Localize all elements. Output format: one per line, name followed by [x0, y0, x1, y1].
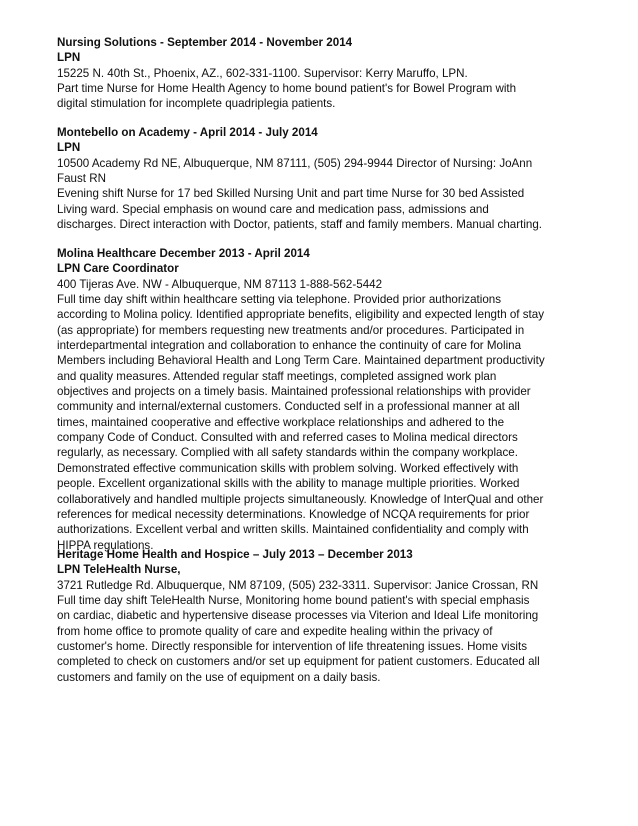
- job-detail-line: from home office to promote quality of care and expedite healing within the privacy of: [57, 624, 493, 638]
- job-detail-line: community and internal/external customers. Conducted self in a professional manner at all: [57, 400, 520, 414]
- job-detail-line: objectives and projects on a timely basis. Maintained professional relationships with provider: [57, 385, 531, 399]
- job-detail-line: company Code of Conduct. Consulted with and referred cases to Molina medical directors: [57, 431, 518, 445]
- job-title: Heritage Home Health and Hospice – July 2013 – December 2013: [57, 548, 413, 561]
- job-detail-line: Part time Nurse for Home Health Agency to home bound patient's for Bowel Program with: [57, 82, 517, 96]
- job-detail-line: Members including Behavioral Health and Long Term Care. Maintained department productivity: [57, 354, 545, 368]
- job-entry-molina-healthcare: [57, 246, 612, 553]
- job-detail-line: times, maintained cooperative and effective workplace relationships and adhered to the: [57, 415, 505, 429]
- job-detail-line: references for medical necessity determinations. Knowledge of NCQA requirements for prior: [57, 507, 530, 521]
- job-detail-line: authorizations. Excellent verbal and written skills. Maintained confidentiality and comply with: [57, 523, 529, 537]
- job-detail-line: 3721 Rutledge Rd. Albuquerque, NM 87109, (505) 232-3311. Supervisor: Janice Crossan, RN: [57, 578, 539, 592]
- job-detail-line: completed to check on customers and/or set up equipment for patient customers. Educated all: [57, 655, 540, 669]
- job-detail-line: collaboratively and handled multiple projects simultaneously. Knowledge of InterQual and other: [57, 492, 544, 506]
- job-detail-line: customer's home. Directly responsible for intervention of life threatening issues. Home visits: [57, 640, 528, 654]
- job-detail-line: Full time day shift within healthcare setting via telephone. Provided prior authorizations: [57, 293, 502, 307]
- job-detail-line: (as appropriate) for members requesting new treatments and/or procedures. Participated in: [57, 323, 525, 337]
- job-detail-line: on cardiac, diabetic and hypertensive disease processes via Viterion and Ideal Life monitoring: [57, 609, 539, 623]
- job-title: Montebello on Academy - April 2014 - July 2014: [57, 126, 318, 139]
- job-detail-line: regularly, as necessary. Complied with all safety standards within the company workplace.: [57, 446, 518, 460]
- job-entry-heritage-home-health: [57, 547, 612, 685]
- job-entry-nursing-solutions: [57, 35, 612, 112]
- job-detail-line: Evening shift Nurse for 17 bed Skilled Nursing Unit and part time Nurse for 30 bed Assisted: [57, 187, 525, 201]
- job-detail-line: according to Molina policy. Identified appropriate benefits, eligibility and expected length of stay: [57, 308, 545, 322]
- job-detail-line: 400 Tijeras Ave. NW - Albuquerque, NM 87113 1-888-562-5442: [57, 277, 383, 291]
- job-detail-line: Demonstrated effective communication skills with problem solving. Worked effectively with: [57, 461, 519, 475]
- job-role: LPN: [57, 51, 81, 65]
- job-title: Nursing Solutions - September 2014 - November 2014: [57, 36, 353, 49]
- job-detail-line: customers and family on the use of equipment on a daily basis.: [57, 670, 381, 684]
- job-entry-montebello: [57, 125, 612, 232]
- job-detail-line: Full time day shift TeleHealth Nurse, Monitoring home bound patient's with special emphasis: [57, 594, 530, 608]
- job-role: LPN TeleHealth Nurse,: [57, 563, 181, 577]
- job-detail-line: discharges. Direct interaction with Doctor, patients, staff and family members. Manual charting.: [57, 218, 543, 232]
- job-detail-line: and quality measures. Attended regular staff meetings, completed assigned work plan: [57, 369, 497, 383]
- job-title: Molina Healthcare December 2013 - April 2014: [57, 247, 310, 260]
- job-detail-line: interdepartmental integration and collaboration to enhance the continuity of care for Molina: [57, 339, 522, 353]
- job-detail-line: digital stimulation for incomplete quadriplegia patients.: [57, 97, 336, 111]
- job-detail-line: HIPPA regulations.: [57, 538, 154, 552]
- job-detail-line: people. Excellent organizational skills with the ability to manage multiple priorities. Worked: [57, 477, 520, 491]
- job-detail-line: 10500 Academy Rd NE, Albuquerque, NM 87111, (505) 294-9944 Director of Nursing: JoAnn: [57, 156, 533, 170]
- job-role: LPN: [57, 141, 81, 155]
- job-detail-line: Faust RN: [57, 172, 106, 186]
- job-role: LPN Care Coordinator: [57, 262, 179, 276]
- job-detail-line: Living ward. Special emphasis on wound care and medication pass, admissions and: [57, 202, 489, 216]
- job-detail-line: 15225 N. 40th St., Phoenix, AZ., 602-331-1100. Supervisor: Kerry Maruffo, LPN.: [57, 66, 468, 80]
